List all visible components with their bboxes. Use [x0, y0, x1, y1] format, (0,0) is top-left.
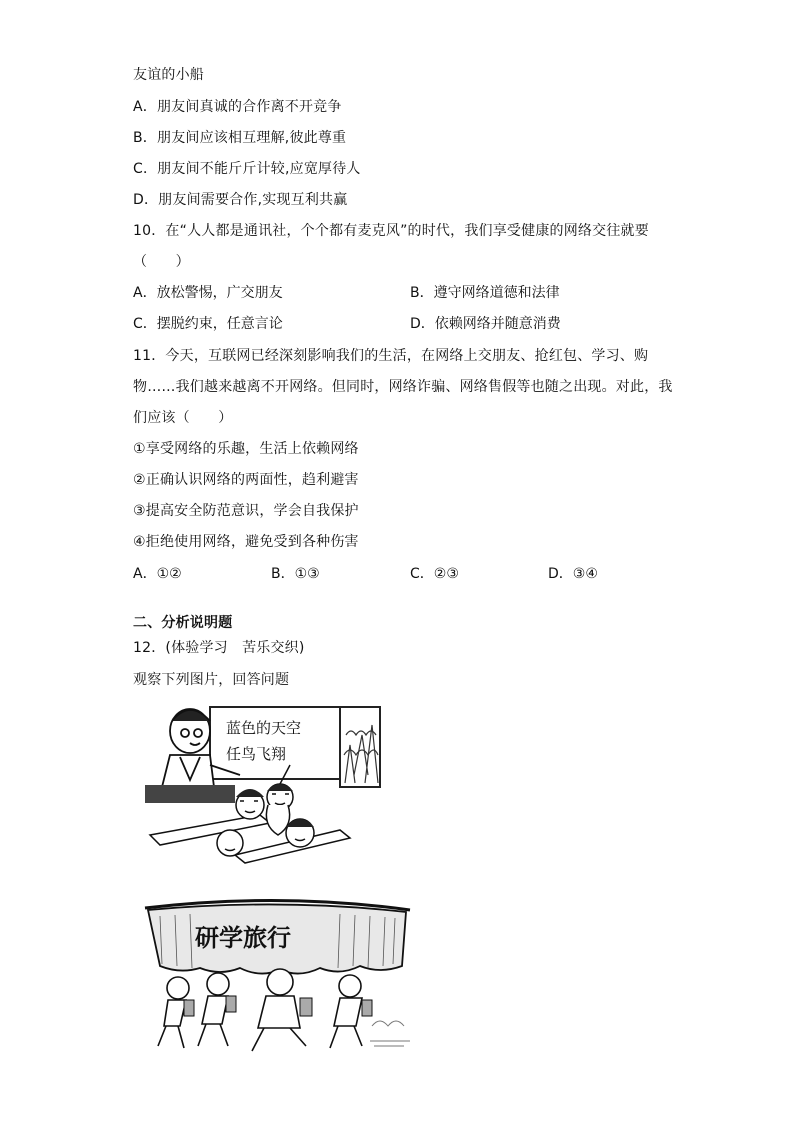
q11-statement-3: ③提高安全防范意识，学会自我保护	[133, 503, 359, 519]
q10-paren: （ ）	[133, 254, 190, 270]
board-line-2: 任鸟飞翔	[226, 745, 287, 763]
q11-stem-line2: 物……我们越来越离不开网络。但同时，网络诈骗、网络售假等也随之出现。对此，我	[133, 379, 673, 395]
q11-option-c: C．②③	[410, 566, 459, 582]
q9-tail: 友谊的小船	[133, 67, 204, 83]
q12-stem: 12．(体验学习 苦乐交织)	[133, 640, 305, 656]
q11-option-b: B．①③	[271, 566, 320, 582]
q9-option-b: B．朋友间应该相互理解,彼此尊重	[133, 130, 347, 146]
board-line-1: 蓝色的天空	[226, 719, 302, 737]
q11-stem-line1: 11．今天，互联网已经深刻影响我们的生活，在网络上交朋友、抢红包、学习、购	[133, 348, 649, 364]
q11-statement-2: ②正确认识网络的两面性，趋利避害	[133, 472, 359, 488]
q10-stem: 10．在“人人都是通讯社，个个都有麦克风”的时代，我们享受健康的网络交往就要	[133, 223, 649, 239]
section-heading: 二、分析说明题	[133, 615, 233, 631]
q12-instruction: 观察下列图片，回答问题	[133, 672, 290, 688]
q11-option-a: A．①②	[133, 566, 182, 582]
q10-option-a: A．放松警惕，广交朋友	[133, 285, 283, 301]
banner-text: 研学旅行	[195, 923, 291, 952]
q11-statement-1: ①享受网络的乐趣，生活上依赖网络	[133, 441, 359, 457]
q10-option-c: C．摆脱约束，任意言论	[133, 316, 283, 332]
cartoon-study-tour	[140, 896, 420, 1058]
q10-option-d: D．依赖网络并随意消费	[410, 316, 561, 332]
cartoon-classroom	[140, 705, 382, 865]
q11-statement-4: ④拒绝使用网络，避免受到各种伤害	[133, 534, 359, 550]
q11-stem-line3: 们应该（ ）	[133, 410, 233, 426]
q9-option-a: A．朋友间真诚的合作离不开竞争	[133, 99, 342, 115]
q9-option-d: D．朋友间需要合作,实现互利共赢	[133, 192, 348, 208]
q11-option-d: D．③④	[548, 566, 598, 582]
q10-option-b: B．遵守网络道德和法律	[410, 285, 560, 301]
q9-option-c: C．朋友间不能斤斤计较,应宽厚待人	[133, 161, 361, 177]
